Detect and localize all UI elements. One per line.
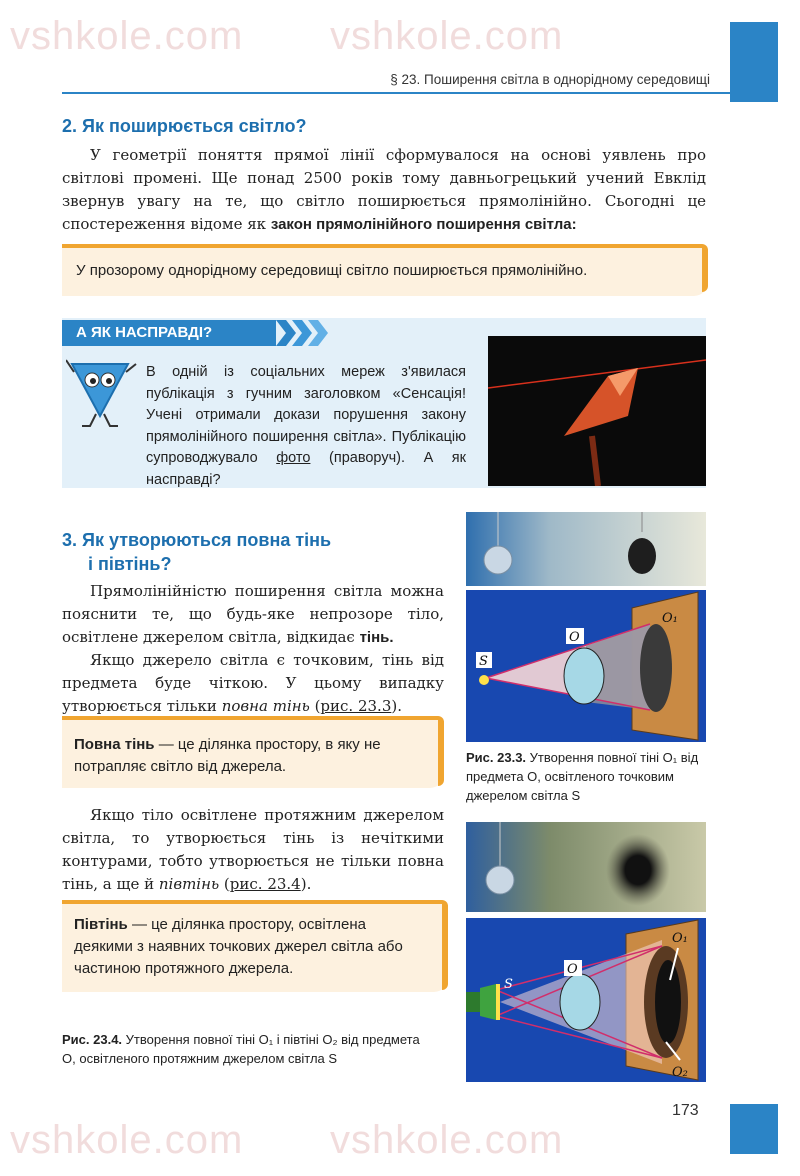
paragraph-text: Якщо тіло освітлене протяжним джерелом світла, то утворюється тінь із нечіткими контурами, тобто утворюється не тільки повна тінь, а ще й: [62, 806, 444, 893]
label-O1: O₁: [662, 611, 678, 626]
callout-border: [442, 900, 448, 990]
figure-ref[interactable]: рис. 23.4: [229, 875, 301, 893]
reality-text: [146, 362, 466, 491]
page-number: 173: [672, 1102, 699, 1119]
definition-text: [74, 914, 426, 980]
chapter-tab: [730, 1104, 778, 1154]
caption-text: Утворення повної тіні O₁ від предмета O, освітленого точковим джерелом світла S: [466, 750, 699, 803]
fig-23-3-caption: [466, 748, 706, 805]
paragraph-text: Якщо джерело світла є точковим, тінь від предмета буде чіткою. У цьому випадку утворюється тільки: [62, 651, 444, 715]
fig-23-3-diagram: [466, 590, 706, 742]
paragraph-text: Прямолінійністю поширення світла можна пояснити те, що будь-яке непрозоре тіло, освітлене джерелом світла, відкидає: [62, 582, 444, 646]
label-S: S: [504, 977, 513, 992]
laser-photo: [488, 336, 706, 486]
watermark: vshkole.com: [10, 1118, 244, 1162]
callout-border: [702, 244, 708, 292]
callout-border: [438, 716, 444, 786]
section-3-paragraph-2: Якщо тіло освітлене протяжним джерелом світла, то утворюється тінь із нечіткими контурами, тобто утворюється не тільки повна тінь, а ще й півтінь (рис. 23.4).: [62, 806, 444, 893]
term-penumbra: півтінь: [158, 875, 220, 893]
law-statement: У прозорому однорідному середовищі світло поширюється прямолінійно.: [76, 262, 588, 279]
heading-line: 3. Як утворюються повна тінь: [62, 530, 332, 550]
label-O1: O₁: [672, 931, 688, 946]
law-name: закон прямолінійного поширення світла:: [270, 216, 577, 233]
heading-line: і півтінь?: [88, 554, 172, 574]
section-2-paragraph: [62, 144, 706, 236]
term-full-shadow: повна тінь: [221, 697, 310, 715]
figure-number: Рис. 23.3.: [466, 750, 527, 765]
label-S: S: [479, 654, 488, 669]
definition-term: Півтінь: [74, 916, 128, 933]
fig-23-3-photo: [466, 512, 706, 586]
section-3-heading: [62, 528, 331, 576]
running-header: § 23. Поширення світла в однорідному середовищі: [390, 72, 710, 87]
definition-penumbra: [62, 900, 448, 992]
definition-body: — це ділянка простору, в яку не потрапляє світло від джерела.: [74, 736, 381, 775]
label-O2: O₂: [672, 1065, 688, 1080]
section-2-heading: 2. Як поширюється світло?: [62, 116, 307, 136]
section-3-paragraph-1: Прямолінійністю поширення світла можна пояснити те, що будь-яке непрозоре тіло, освітлене джерелом світла, відкидає тінь. Якщо джерело світла є точковим, тінь від предмета буде чіткою. У цьому випадку утворюється тільки повна тінь (рис. 23.3).: [62, 582, 444, 715]
definition-term: Повна тінь: [74, 736, 155, 753]
caption-text: Утворення повної тіні O₁ і півтіні O₂ від предмета O, освітленого протяжним джерелом світла S: [62, 1032, 420, 1066]
fig-23-4-photo: [466, 822, 706, 912]
label-O: O: [567, 962, 578, 977]
definition-full-shadow: [62, 716, 444, 788]
definition-body: — це ділянка простору, освітлена деякими з наявних точкових джерел світла або частиною протяжного джерела.: [74, 916, 403, 977]
reality-text-part1: В одній із соціальних мереж з'явилася публікація з гучним заголовком «Сенсація! Учені отримали докази порушення закону прямолінійного поширення світла». Публікацію супроводжувало: [146, 364, 466, 466]
callout-border: [62, 244, 702, 248]
watermark: vshkole.com: [10, 14, 244, 58]
label-O: O: [569, 630, 580, 645]
definition-text: [74, 734, 426, 778]
paragraph-text: У геометрії поняття прямої лінії сформувалося на основі уявлень про світлові промені. Ще понад 2500 років тому давньогрецький учений Евклід звернув увагу на те, що світло поширюється прямолінійно. Сьогодні це спостереження відоме як: [62, 146, 706, 233]
mascot-icon: [66, 350, 138, 430]
callout-border: [62, 716, 438, 720]
figure-ref[interactable]: рис. 23.3: [320, 697, 392, 715]
watermark: vshkole.com: [330, 1118, 564, 1162]
term-shadow: тінь.: [359, 629, 394, 646]
photo-link[interactable]: фото: [276, 450, 311, 466]
watermark: vshkole.com: [330, 14, 564, 58]
chevrons-icon: [276, 320, 332, 346]
reality-text-part2: (праворуч). А як насправді?: [146, 450, 467, 488]
reality-title: А ЯК НАСПРАВДІ?: [62, 320, 276, 346]
figure-number: Рис. 23.4.: [62, 1032, 123, 1047]
header-rule: [62, 92, 730, 94]
fig-23-4-caption: [62, 1030, 422, 1068]
callout-border: [62, 900, 442, 904]
fig-23-4-diagram: [466, 918, 706, 1082]
chapter-tab: [730, 22, 778, 102]
